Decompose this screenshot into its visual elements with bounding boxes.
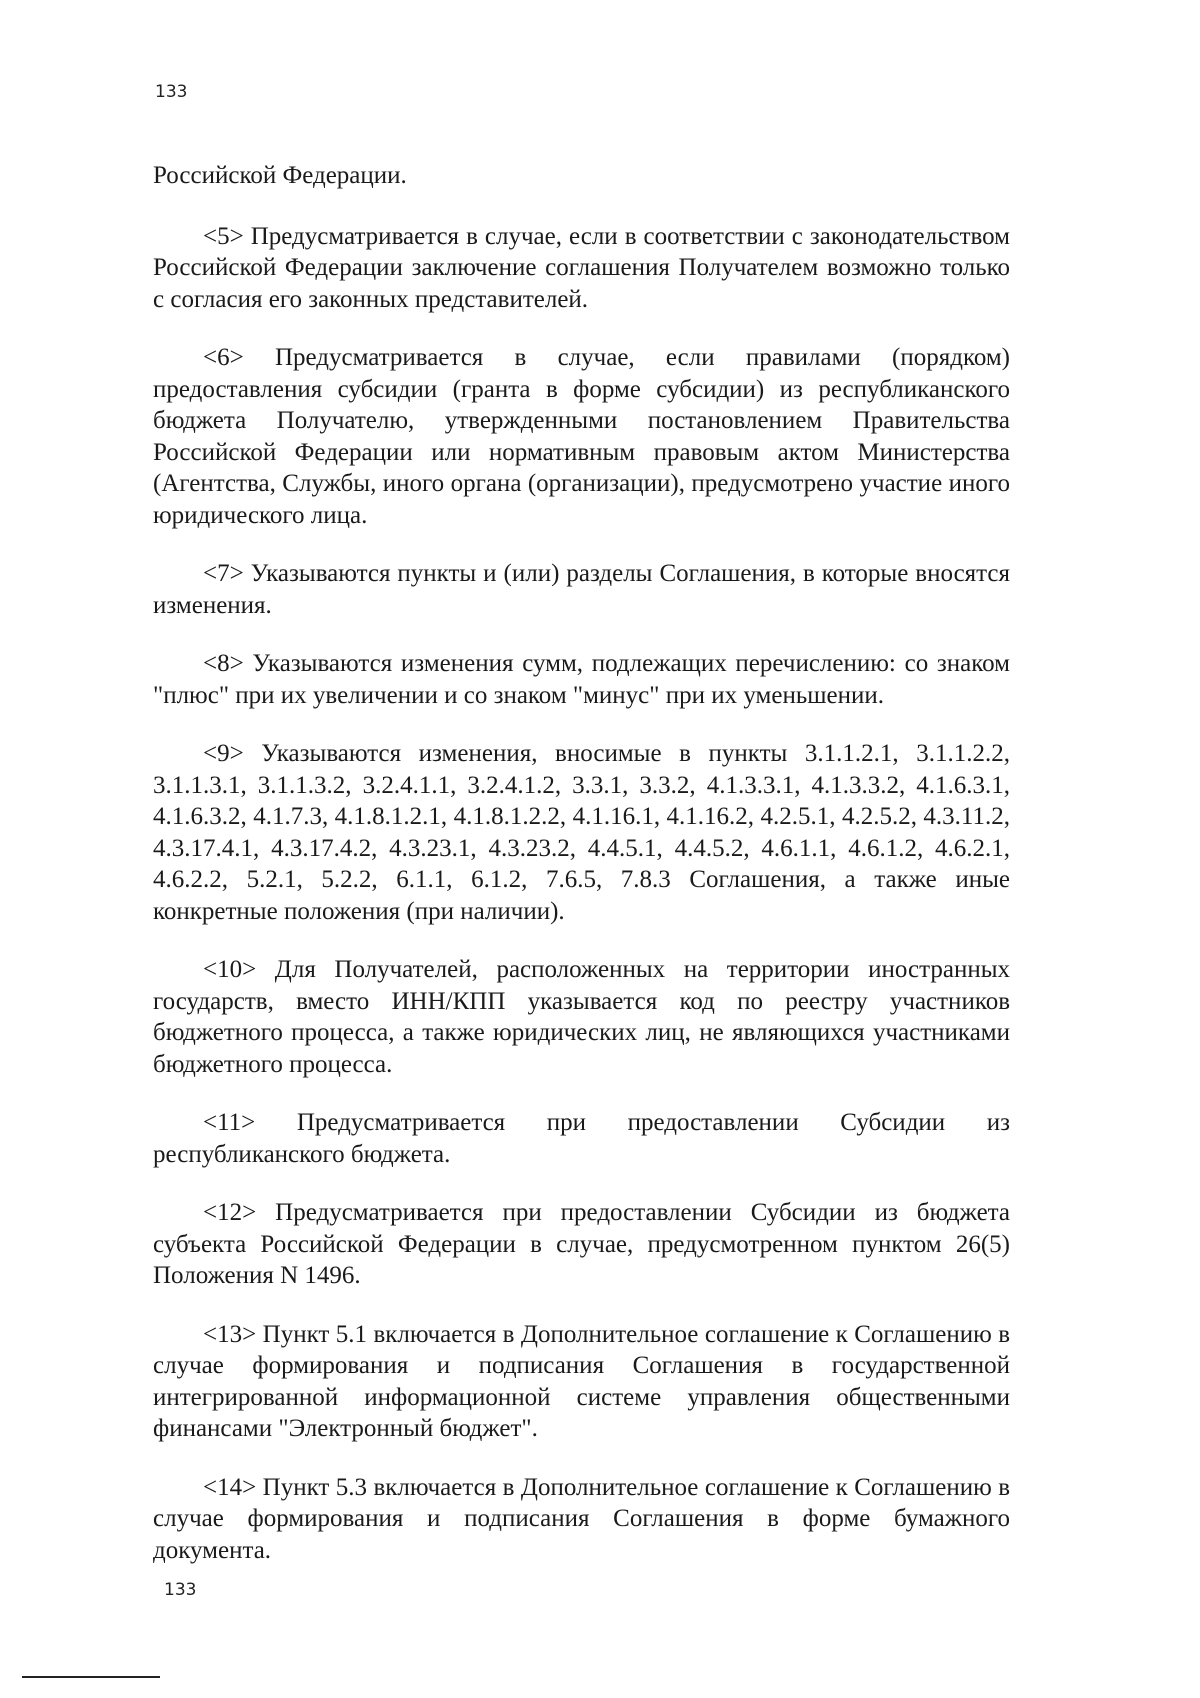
footnote-8: <8> Указываются изменения сумм, подлежащих перечислению: со знаком "плюс" при их увеличении и со знаком "минус" при их уменьшении. [153,650,1010,709]
footnote-10: <10> Для Получателей, расположенных на территории иностранных государств, вместо ИНН/КПП указывается код по реестру участников бюджетного процесса, а также юридических лиц, не являющихся участниками бюджетного процесса. [153,956,1010,1078]
page-number-bottom: 133 [164,1580,197,1600]
footnote-7: <7> Указываются пункты и (или) разделы Соглашения, в которые вносятся изменения. [153,560,1010,619]
footnote-13: <13> Пункт 5.1 включается в Дополнительное соглашение к Соглашению в случае формирования и подписания Соглашения в государственной интегрированной информационной системе управления общественными финансами "Электронный бюджет". [153,1320,1010,1442]
footnote-5: <5> Предусматривается в случае, если в соответствии с законодательством Российской Федерации заключение соглашения Получателем возможно только с согласия его законных представителей. [153,222,1010,313]
footnotes-body [153,160,1010,1593]
page-number-top: 133 [155,82,188,102]
footer-divider [22,1676,160,1678]
paragraph-continuation: Российской Федерации. [153,162,407,189]
footnote-11: <11> Предусматривается при предоставлении Субсидии из республиканского бюджета. [153,1109,1010,1168]
footnote-12: <12> Предусматривается при предоставлении Субсидии из бюджета субъекта Российской Федерации в случае, предусмотренном пунктом 26(5) Положения N 1496. [153,1199,1010,1289]
footnote-9: <9> Указываются изменения, вносимые в пункты 3.1.1.2.1, 3.1.1.2.2, 3.1.1.3.1, 3.1.1.3.2, 3.2.4.1.1, 3.2.4.1.2, 3.3.1, 3.3.2, 4.1.3.3.1, 4.1.3.3.2, 4.1.6.3.1, 4.1.6.3.2, 4.1.7.3, 4.1.8.1.2.1, 4.1.8.1.2.2, 4.1.16.1, 4.1.16.2, 4.2.5.1, 4.2.5.2, 4.3.11.2, 4.3.17.4.1, 4.3.17.4.2, 4.3.23.1, 4.3.23.2, 4.4.5.1, 4.4.5.2, 4.6.1.1, 4.6.1.2, 4.6.2.1, 4.6.2.2, 5.2.1, 5.2.2, 6.1.1, 6.1.2, 7.6.5, 7.8.3 Соглашения, а также иные конкретные положения (при наличии). [153,740,1010,925]
footnote-14: <14> Пункт 5.3 включается в Дополнительное соглашение к Соглашению в случае формирования и подписания Соглашения в форме бумажного документа. [153,1473,1010,1564]
footnote-6: <6> Предусматривается в случае, если правилами (порядком) предоставления субсидии (гранта в форме субсидии) из республиканского бюджета Получателю, утвержденными постановлением Правительства Российской Федерации или нормативным правовым актом Министерства (Агентства, Службы, иного органа (организации), предусмотрено участие иного юридического лица. [153,344,1010,529]
